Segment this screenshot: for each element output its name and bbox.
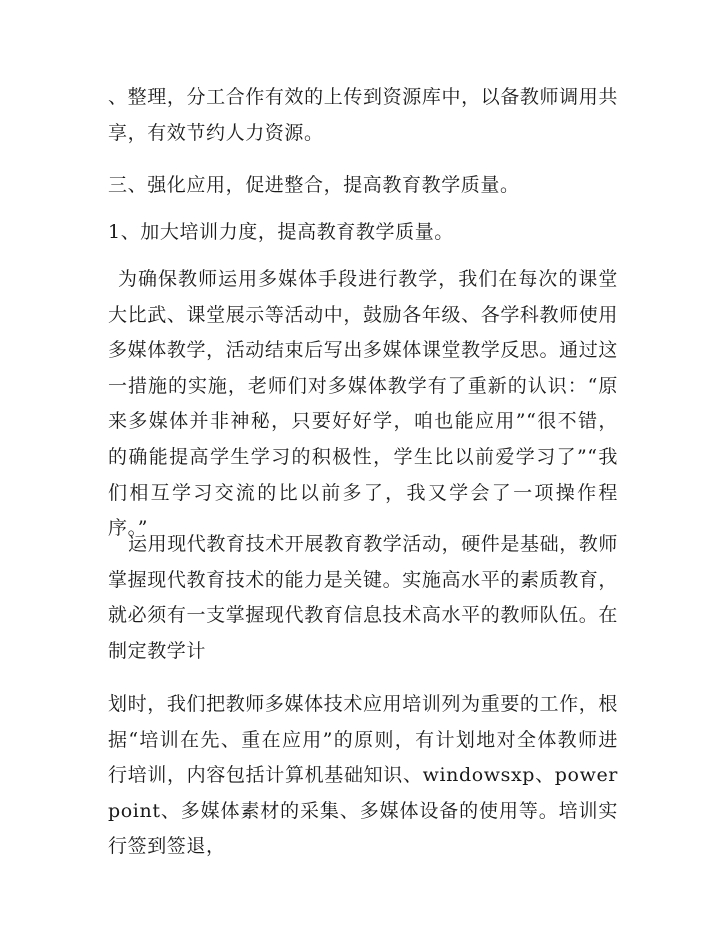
paragraph-modern-education-technology: 运用现代教育技术开展教育教学活动，硬件是基础，教师掌握现代教育技术的能力是关键。实施高水平的素质教育，就必须有一支掌握现代教育信息技术高水平的教师队伍。在制定教学计 [108, 533, 619, 662]
paragraph-multimedia-teaching: 为确保教师运用多媒体手段进行教学，我们在每次的课堂大比武、课堂展示等活动中，鼓励各年级、各学科教师使用多媒体教学，活动结束后写出多媒体课堂教学反思。通过这一措施的实施，老师们对多媒体教学有了重新的认识：“原来多媒体并非神秘，只要好好学，咱也能应用”“很不错，的确能提高学生学习的积极性，学生比以前爱学习了”“我们相互学习交流的比以前多了，我又学会了一项操作程序。” [108, 268, 618, 540]
paragraph-resource-sharing: 、整理，分工合作有效的上传到资源库中，以备教师调用共享，有效节约人力资源。 [108, 86, 618, 144]
paragraph-training-plan: 划时，我们把教师多媒体技术应用培训列为重要的工作，根据“培训在先、重在应用”的原则，有计划地对全体教师进行培训，内容包括计算机基础知识、windowsxp、powerpoint、多媒体素材的采集、多媒体设备的使用等。培训实行签到签退， [108, 693, 618, 858]
subsection-heading-one: 1、加大培训力度，提高教育教学质量。 [108, 221, 454, 243]
section-heading-three: 三、强化应用，促进整合，提高教育教学质量。 [108, 174, 520, 196]
